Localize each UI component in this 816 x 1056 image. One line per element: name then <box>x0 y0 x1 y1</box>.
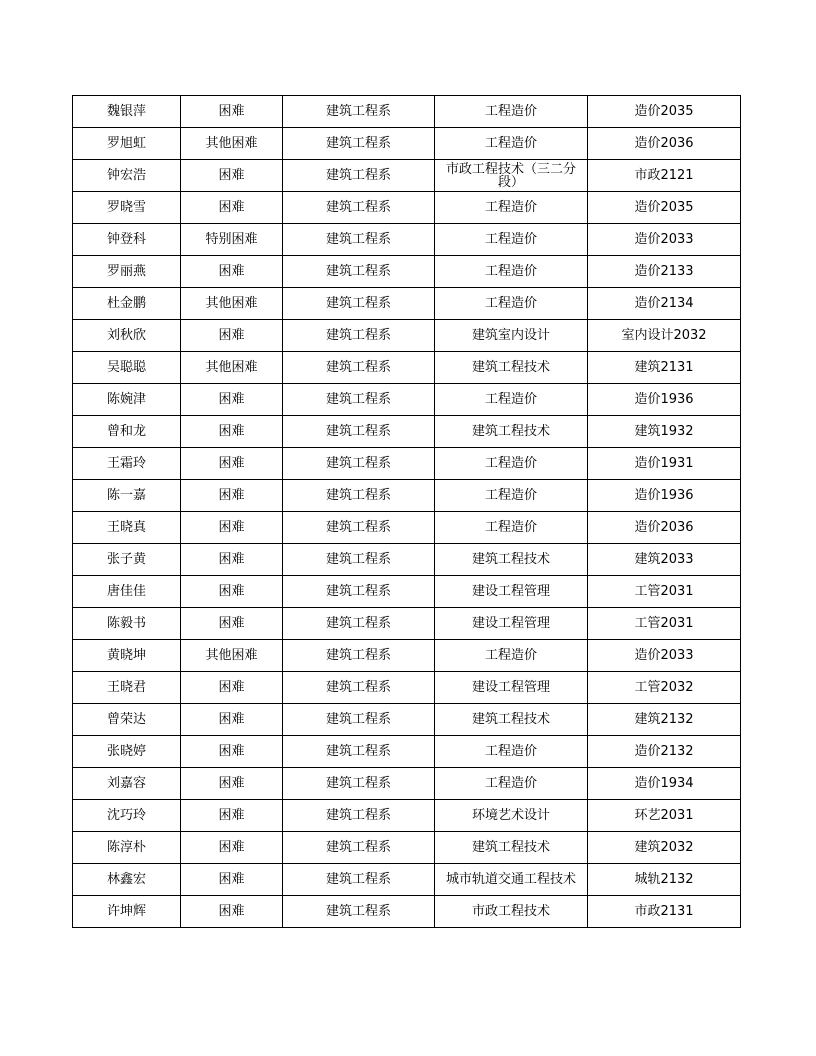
department-cell: 建筑工程系 <box>283 672 435 704</box>
class-cell: 工管2031 <box>588 608 741 640</box>
table-row <box>73 832 741 864</box>
student-name-cell: 沈巧玲 <box>73 800 181 832</box>
student-name-cell: 钟宏浩 <box>73 160 181 192</box>
department-cell: 建筑工程系 <box>283 192 435 224</box>
difficulty-level-cell: 困难 <box>181 800 283 832</box>
department-cell: 建筑工程系 <box>283 128 435 160</box>
table-row <box>73 896 741 928</box>
student-name-cell: 陈毅书 <box>73 608 181 640</box>
major-cell: 建筑工程技术 <box>435 704 588 736</box>
table-row <box>73 544 741 576</box>
department-cell: 建筑工程系 <box>283 704 435 736</box>
major-cell: 工程造价 <box>435 384 588 416</box>
student-name-cell: 罗旭虹 <box>73 128 181 160</box>
class-cell: 造价1936 <box>588 384 741 416</box>
department-cell: 建筑工程系 <box>283 352 435 384</box>
difficulty-level-cell: 困难 <box>181 256 283 288</box>
department-cell: 建筑工程系 <box>283 416 435 448</box>
department-cell: 建筑工程系 <box>283 288 435 320</box>
student-name-cell: 钟登科 <box>73 224 181 256</box>
table-row <box>73 640 741 672</box>
department-cell: 建筑工程系 <box>283 544 435 576</box>
department-cell: 建筑工程系 <box>283 896 435 928</box>
major-cell: 工程造价 <box>435 256 588 288</box>
class-cell: 造价2035 <box>588 192 741 224</box>
class-cell: 室内设计2032 <box>588 320 741 352</box>
department-cell: 建筑工程系 <box>283 832 435 864</box>
difficulty-level-cell: 困难 <box>181 896 283 928</box>
major-cell: 工程造价 <box>435 192 588 224</box>
class-cell: 市政2131 <box>588 896 741 928</box>
class-cell: 市政2121 <box>588 160 741 192</box>
student-name-cell: 许坤辉 <box>73 896 181 928</box>
difficulty-level-cell: 困难 <box>181 416 283 448</box>
table-row <box>73 448 741 480</box>
major-cell: 环境艺术设计 <box>435 800 588 832</box>
class-cell: 造价2033 <box>588 640 741 672</box>
major-cell: 工程造价 <box>435 224 588 256</box>
table-row <box>73 256 741 288</box>
major-cell: 建筑工程技术 <box>435 544 588 576</box>
class-cell: 造价2036 <box>588 128 741 160</box>
class-cell: 造价2036 <box>588 512 741 544</box>
table-row <box>73 736 741 768</box>
student-table <box>72 95 741 928</box>
major-cell: 城市轨道交通工程技术 <box>435 864 588 896</box>
table-row <box>73 224 741 256</box>
class-cell: 建筑1932 <box>588 416 741 448</box>
class-cell: 工管2031 <box>588 576 741 608</box>
table-row <box>73 576 741 608</box>
student-name-cell: 罗晓雪 <box>73 192 181 224</box>
major-cell: 市政工程技术 <box>435 896 588 928</box>
department-cell: 建筑工程系 <box>283 768 435 800</box>
class-cell: 建筑2033 <box>588 544 741 576</box>
table-row <box>73 512 741 544</box>
major-cell: 建筑室内设计 <box>435 320 588 352</box>
table-row <box>73 800 741 832</box>
difficulty-level-cell: 其他困难 <box>181 640 283 672</box>
department-cell: 建筑工程系 <box>283 640 435 672</box>
table-row <box>73 704 741 736</box>
difficulty-level-cell: 困难 <box>181 608 283 640</box>
class-cell: 工管2032 <box>588 672 741 704</box>
class-cell: 造价2033 <box>588 224 741 256</box>
table-row <box>73 96 741 128</box>
major-cell: 工程造价 <box>435 96 588 128</box>
table-row <box>73 768 741 800</box>
department-cell: 建筑工程系 <box>283 384 435 416</box>
difficulty-level-cell: 困难 <box>181 544 283 576</box>
student-name-cell: 吴聪聪 <box>73 352 181 384</box>
student-name-cell: 曾荣达 <box>73 704 181 736</box>
major-cell: 工程造价 <box>435 512 588 544</box>
table-row <box>73 608 741 640</box>
major-cell: 建筑工程技术 <box>435 832 588 864</box>
department-cell: 建筑工程系 <box>283 576 435 608</box>
department-cell: 建筑工程系 <box>283 320 435 352</box>
difficulty-level-cell: 困难 <box>181 704 283 736</box>
major-cell: 建筑工程技术 <box>435 416 588 448</box>
class-cell: 造价1934 <box>588 768 741 800</box>
table-row <box>73 160 741 192</box>
difficulty-level-cell: 困难 <box>181 480 283 512</box>
student-name-cell: 王霜玲 <box>73 448 181 480</box>
difficulty-level-cell: 困难 <box>181 320 283 352</box>
student-name-cell: 王晓君 <box>73 672 181 704</box>
table-row <box>73 128 741 160</box>
department-cell: 建筑工程系 <box>283 96 435 128</box>
class-cell: 造价1936 <box>588 480 741 512</box>
difficulty-level-cell: 困难 <box>181 512 283 544</box>
major-cell: 建设工程管理 <box>435 608 588 640</box>
major-cell: 工程造价 <box>435 640 588 672</box>
difficulty-level-cell: 困难 <box>181 864 283 896</box>
major-cell: 工程造价 <box>435 288 588 320</box>
difficulty-level-cell: 其他困难 <box>181 288 283 320</box>
table-row <box>73 416 741 448</box>
class-cell: 造价2132 <box>588 736 741 768</box>
table-row <box>73 480 741 512</box>
student-name-cell: 陈婉津 <box>73 384 181 416</box>
student-name-cell: 曾和龙 <box>73 416 181 448</box>
class-cell: 造价2134 <box>588 288 741 320</box>
department-cell: 建筑工程系 <box>283 448 435 480</box>
major-cell: 工程造价 <box>435 128 588 160</box>
department-cell: 建筑工程系 <box>283 512 435 544</box>
major-cell: 建筑工程技术 <box>435 352 588 384</box>
student-name-cell: 罗丽燕 <box>73 256 181 288</box>
department-cell: 建筑工程系 <box>283 480 435 512</box>
department-cell: 建筑工程系 <box>283 160 435 192</box>
table-row <box>73 384 741 416</box>
difficulty-level-cell: 其他困难 <box>181 352 283 384</box>
major-cell: 建设工程管理 <box>435 576 588 608</box>
student-name-cell: 陈一嘉 <box>73 480 181 512</box>
student-table-body <box>73 96 741 928</box>
student-name-cell: 王晓真 <box>73 512 181 544</box>
department-cell: 建筑工程系 <box>283 256 435 288</box>
table-row <box>73 672 741 704</box>
student-name-cell: 魏银萍 <box>73 96 181 128</box>
class-cell: 建筑2131 <box>588 352 741 384</box>
student-name-cell: 张子黄 <box>73 544 181 576</box>
difficulty-level-cell: 困难 <box>181 736 283 768</box>
difficulty-level-cell: 困难 <box>181 160 283 192</box>
student-name-cell: 林鑫宏 <box>73 864 181 896</box>
department-cell: 建筑工程系 <box>283 864 435 896</box>
major-cell: 市政工程技术（三二分段） <box>435 160 588 192</box>
difficulty-level-cell: 困难 <box>181 384 283 416</box>
difficulty-level-cell: 困难 <box>181 672 283 704</box>
difficulty-level-cell: 困难 <box>181 832 283 864</box>
major-cell: 工程造价 <box>435 736 588 768</box>
department-cell: 建筑工程系 <box>283 800 435 832</box>
department-cell: 建筑工程系 <box>283 736 435 768</box>
difficulty-level-cell: 其他困难 <box>181 128 283 160</box>
student-name-cell: 刘秋欣 <box>73 320 181 352</box>
student-name-cell: 黄晓坤 <box>73 640 181 672</box>
difficulty-level-cell: 困难 <box>181 768 283 800</box>
student-name-cell: 张晓婷 <box>73 736 181 768</box>
student-name-cell: 杜金鹏 <box>73 288 181 320</box>
class-cell: 造价2133 <box>588 256 741 288</box>
difficulty-level-cell: 困难 <box>181 96 283 128</box>
class-cell: 建筑2132 <box>588 704 741 736</box>
department-cell: 建筑工程系 <box>283 224 435 256</box>
table-row <box>73 288 741 320</box>
table-row <box>73 864 741 896</box>
class-cell: 环艺2031 <box>588 800 741 832</box>
major-cell: 工程造价 <box>435 768 588 800</box>
difficulty-level-cell: 特别困难 <box>181 224 283 256</box>
department-cell: 建筑工程系 <box>283 608 435 640</box>
student-name-cell: 陈淳朴 <box>73 832 181 864</box>
student-name-cell: 刘嘉容 <box>73 768 181 800</box>
table-row <box>73 192 741 224</box>
table-row <box>73 352 741 384</box>
table-row <box>73 320 741 352</box>
class-cell: 城轨2132 <box>588 864 741 896</box>
major-cell: 建设工程管理 <box>435 672 588 704</box>
class-cell: 造价2035 <box>588 96 741 128</box>
class-cell: 造价1931 <box>588 448 741 480</box>
class-cell: 建筑2032 <box>588 832 741 864</box>
major-cell: 工程造价 <box>435 480 588 512</box>
student-name-cell: 唐佳佳 <box>73 576 181 608</box>
difficulty-level-cell: 困难 <box>181 448 283 480</box>
difficulty-level-cell: 困难 <box>181 576 283 608</box>
difficulty-level-cell: 困难 <box>181 192 283 224</box>
major-cell: 工程造价 <box>435 448 588 480</box>
